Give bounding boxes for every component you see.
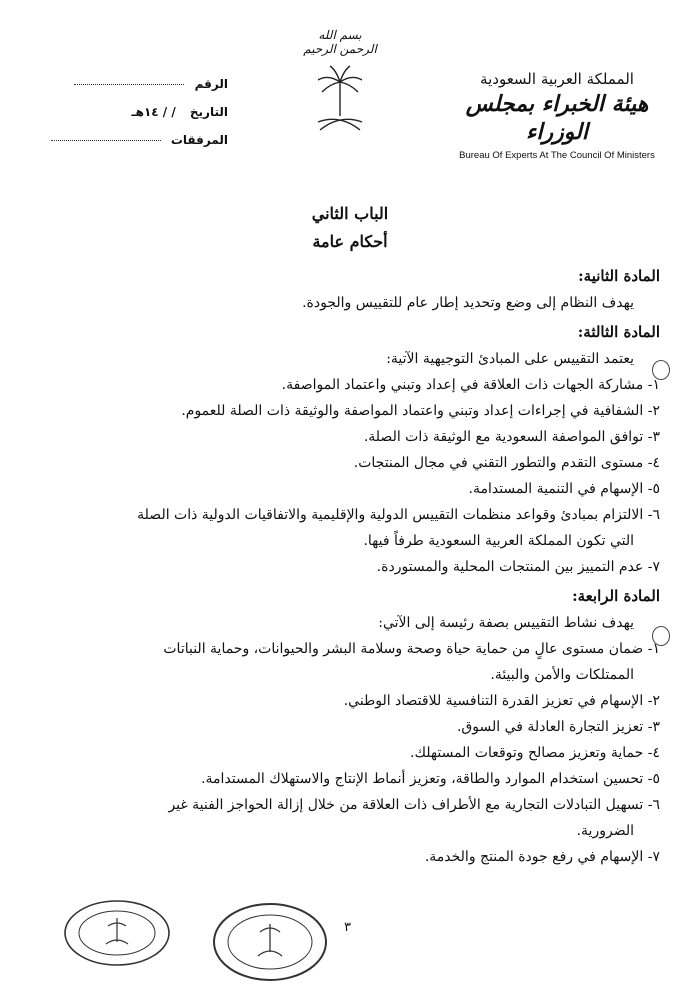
list-item	[40, 398, 660, 424]
chapter-subtitle: أحكام عامة	[312, 232, 388, 251]
list-item	[40, 554, 660, 580]
page-number: ٣	[344, 920, 351, 935]
list-item	[40, 688, 660, 714]
list-item-continuation: الضرورية.	[576, 823, 634, 839]
bureau-name-arabic: هيئة الخبراء بمجلس الوزراء	[465, 91, 649, 145]
article-heading: المادة الرابعة:	[572, 587, 660, 605]
national-emblem	[300, 28, 380, 138]
list-item	[40, 424, 660, 450]
letterhead-left	[38, 70, 228, 154]
list-item-text: ٤- حماية وتعزيز مصالح وتوقعات المستهلك.	[410, 745, 660, 761]
list-item-text: ١- مشاركة الجهات ذات العلاقة في إعداد وتبني واعتماد المواصفة.	[281, 377, 660, 393]
list-item-text: ٢- الشفافية في إجراءات إعداد وتبني واعتماد المواصفة والوثيقة ذات الصلة للعموم.	[181, 403, 660, 419]
letterhead-right	[452, 70, 662, 161]
list-item-text: ٢- الإسهام في تعزيز القدرة التنافسية للاقتصاد الوطني.	[343, 693, 660, 709]
article-intro: يهدف النظام إلى وضع وتحديد إطار عام للتقييس والجودة.	[302, 295, 634, 311]
punch-hole	[652, 360, 670, 380]
list-item	[40, 740, 660, 766]
reference-line	[74, 84, 184, 85]
attachments-label: المرفقات	[170, 133, 228, 147]
list-item-text: ٧- عدم التمييز بين المنتجات المحلية والمستوردة.	[376, 559, 660, 575]
list-item	[40, 714, 660, 740]
list-item-text: ٥- الإسهام في التنمية المستدامة.	[468, 481, 660, 497]
list-item-continuation: التي تكون المملكة العربية السعودية طرفاً فيها.	[363, 533, 634, 549]
seal-stamp-icon	[210, 900, 330, 984]
bureau-name-english: Bureau Of Experts At The Council Of Ministers	[459, 150, 655, 161]
list-item	[40, 766, 660, 792]
list-item-text: ٤- مستوى التقدم والتطور التقني في مجال المنتجات.	[353, 455, 660, 471]
palm-swords-icon	[312, 60, 368, 138]
punch-hole	[652, 626, 670, 646]
list-item-text: ٦- تسهيل التبادلات التجارية مع الأطراف ذات العلاقة من خلال إزالة الحواجز الفنية غير	[168, 797, 660, 813]
list-item-text: ٥- تحسين استخدام الموارد والطاقة، وتعزيز أنماط الإنتاج والاستهلاك المستدامة.	[201, 771, 660, 787]
list-item-text: ٧- الإسهام في رفع جودة المنتج والخدمة.	[424, 849, 660, 865]
article-heading: المادة الثانية:	[578, 267, 660, 285]
article-heading: المادة الثالثة:	[577, 323, 660, 341]
kingdom-name: المملكة العربية السعودية	[480, 70, 634, 88]
list-item-text: ٣- تعزيز التجارة العادلة في السوق.	[456, 719, 660, 735]
list-item	[40, 476, 660, 502]
document-body	[40, 200, 660, 870]
list-item-text: ٣- توافق المواصفة السعودية مع الوثيقة ذات الصلة.	[363, 429, 660, 445]
article-intro: يهدف نشاط التقييس بصفة رئيسة إلى الآتي:	[378, 615, 634, 631]
list-item-text: ٦- الالتزام بمبادئ وقواعد منظمات التقييس الدولية والإقليمية والاتفاقيات الدولية ذات الصلة	[137, 507, 660, 523]
date-value: / / ١٤هـ	[131, 105, 176, 119]
article-intro: يعتمد التقييس على المبادئ التوجيهية الآتية:	[386, 351, 634, 367]
list-item	[40, 844, 660, 870]
reference-row	[38, 70, 228, 98]
list-item	[40, 502, 660, 554]
attachments-line	[51, 140, 161, 141]
date-label: التاريخ	[189, 105, 228, 119]
reference-label: الرقم	[194, 77, 228, 91]
list-item	[40, 636, 660, 688]
list-item	[40, 372, 660, 398]
list-item	[40, 792, 660, 844]
list-item-text: ١- ضمان مستوى عالٍ من حماية حياة وصحة وسلامة البشر والحيوانات، وحماية النباتات	[163, 641, 660, 657]
attachments-row	[38, 126, 228, 154]
basmala: بسم الله الرحمن الرحيم	[303, 28, 377, 56]
seal-stamp-icon	[62, 898, 172, 968]
list-item-continuation: الممتلكات والأمن والبيئة.	[490, 667, 634, 683]
date-row	[38, 98, 228, 126]
chapter-title: الباب الثاني	[311, 204, 389, 223]
list-item	[40, 450, 660, 476]
